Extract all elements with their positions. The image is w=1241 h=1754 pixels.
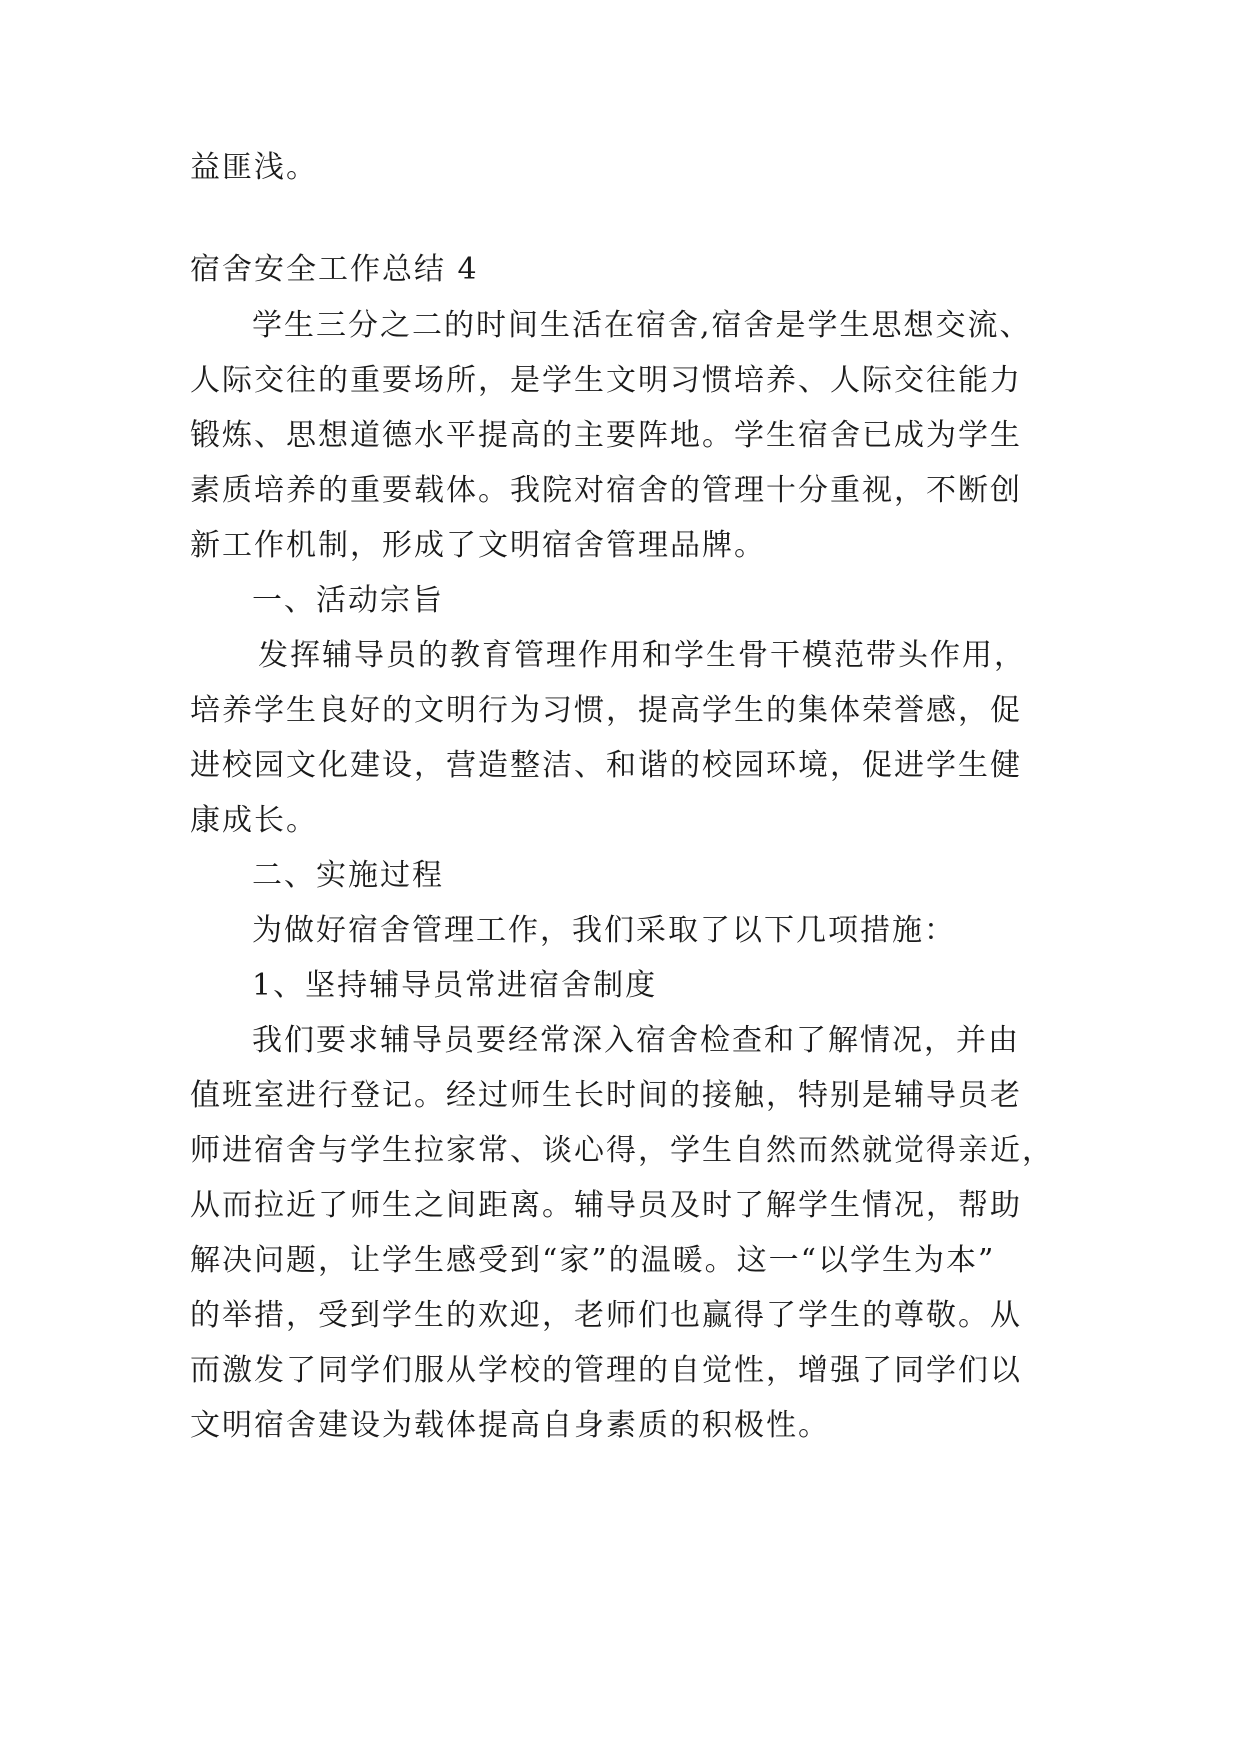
paragraph-line: 解决问题，让学生感受到“家”的温暖。这一“以学生为本”	[190, 1243, 996, 1278]
subheading: 一、活动宗旨	[252, 583, 444, 618]
paragraph-line: 康成长。	[190, 803, 318, 838]
paragraph-line: 我们要求辅导员要经常深入宿舍检查和了解情况，并由	[252, 1023, 1020, 1058]
paragraph-line: 发挥辅导员的教育管理作用和学生骨干模范带头作用，	[258, 638, 1026, 673]
section-heading: 宿舍安全工作总结 4	[190, 252, 479, 287]
text-line: 益匪浅。	[190, 150, 318, 185]
paragraph-line: 学生三分之二的时间生活在宿舍,宿舍是学生思想交流、	[252, 308, 1032, 343]
paragraph-line: 师进宿舍与学生拉家常、谈心得，学生自然而然就觉得亲近，	[190, 1133, 1054, 1168]
paragraph-line: 锻炼、思想道德水平提高的主要阵地。学生宿舍已成为学生	[190, 418, 1022, 453]
subheading: 1、坚持辅导员常进宿舍制度	[252, 968, 658, 1003]
paragraph-line: 素质培养的重要载体。我院对宿舍的管理十分重视，不断创	[190, 473, 1022, 508]
paragraph-line: 为做好宿舍管理工作，我们采取了以下几项措施：	[252, 913, 956, 948]
paragraph-line: 从而拉近了师生之间距离。辅导员及时了解学生情况，帮助	[190, 1188, 1022, 1223]
paragraph-line: 文明宿舍建设为载体提高自身素质的积极性。	[190, 1408, 830, 1443]
paragraph-line: 新工作机制，形成了文明宿舍管理品牌。	[190, 528, 766, 563]
paragraph-line: 的举措，受到学生的欢迎，老师们也赢得了学生的尊敬。从	[190, 1298, 1022, 1333]
paragraph-line: 人际交往的重要场所，是学生文明习惯培养、人际交往能力	[190, 363, 1022, 398]
paragraph-line: 而激发了同学们服从学校的管理的自觉性，增强了同学们以	[190, 1353, 1022, 1388]
paragraph-line: 进校园文化建设，营造整洁、和谐的校园环境，促进学生健	[190, 748, 1022, 783]
subheading: 二、实施过程	[252, 858, 444, 893]
paragraph-line: 值班室进行登记。经过师生长时间的接触，特别是辅导员老	[190, 1078, 1022, 1113]
paragraph-line: 培养学生良好的文明行为习惯，提高学生的集体荣誉感，促	[190, 693, 1022, 728]
